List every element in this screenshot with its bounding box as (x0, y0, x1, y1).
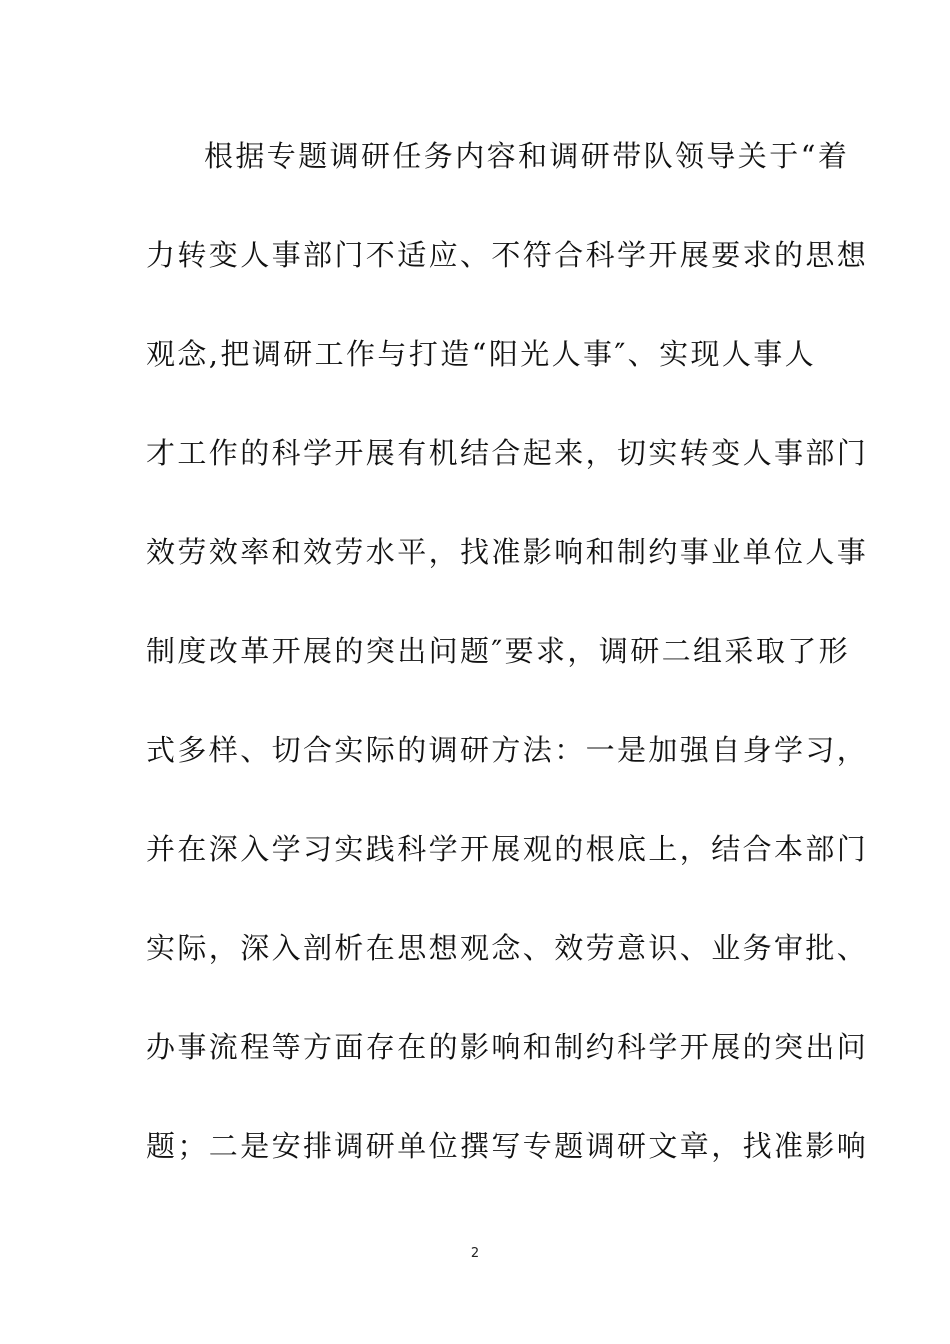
text-line: 才工作的科学开展有机结合起来，切实转变人事部门 (146, 436, 869, 470)
text-line: 式多样、切合实际的调研方法：一是加强自身学习， (146, 733, 869, 767)
text-line: 根据专题调研任务内容和调研带队领导关于“着 (204, 139, 850, 173)
text-line: 题；二是安排调研单位撰写专题调研文章，找准影响 (146, 1129, 869, 1163)
body-paragraph (146, 128, 869, 1217)
text-line: 制度改革开展的突出问题″要求，调研二组采取了形 (146, 634, 851, 668)
text-line: 效劳效率和效劳水平，找准影响和制约事业单位人事 (146, 535, 869, 569)
text-line: 办事流程等方面存在的影响和制约科学开展的突出问 (146, 1030, 869, 1064)
page-number: 2 (470, 1246, 480, 1261)
text-line: 力转变人事部门不适应、不符合科学开展要求的思想 (146, 238, 869, 272)
text-line: 观念,把调研工作与打造“阳光人事″、实现人事人 (146, 337, 817, 371)
text-line: 实际，深入剖析在思想观念、效劳意识、业务审批、 (146, 931, 869, 965)
text-line: 并在深入学习实践科学开展观的根底上，结合本部门 (146, 832, 869, 866)
